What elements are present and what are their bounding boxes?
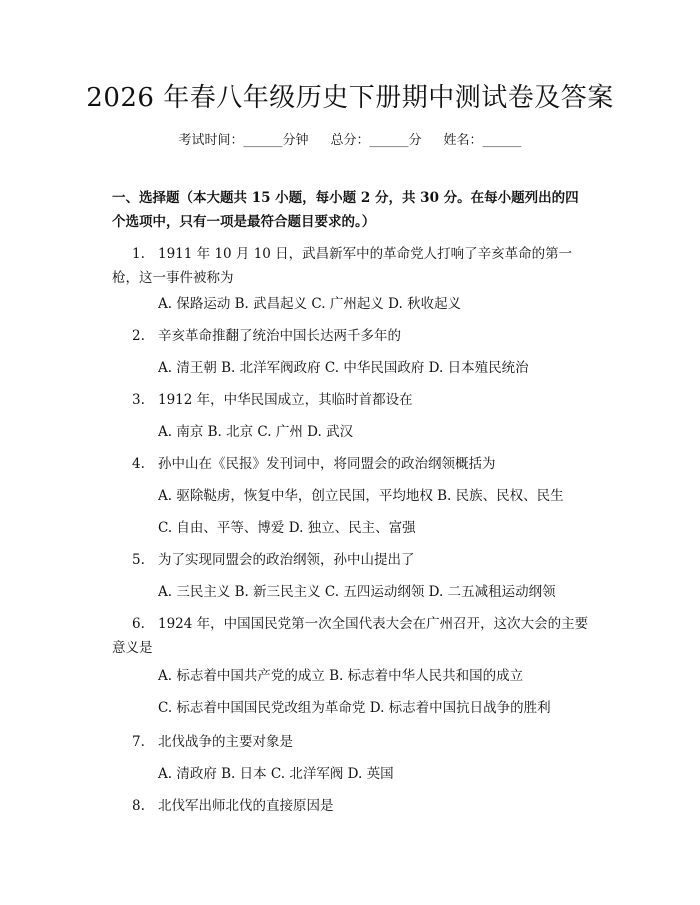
question-4-options-line-2: C. 自由、平等、博爱 D. 独立、民主、富强: [158, 520, 416, 536]
question-number: 6.: [132, 616, 145, 632]
question-stem: 1912 年，中华民国成立，其临时首都设在: [158, 392, 413, 408]
question-number: 8.: [132, 798, 145, 814]
question-number: 3.: [132, 392, 145, 408]
question-number: 1.: [132, 246, 145, 262]
question-1: [112, 242, 592, 290]
question-8: [112, 794, 592, 818]
question-stem: 1911 年 10 月 10 日，武昌新军中的革命党人打响了辛亥革命的第一枪，这一事件被称为: [112, 246, 573, 286]
question-stem: 北伐战争的主要对象是: [158, 734, 293, 750]
question-6: [112, 612, 592, 660]
question-1-options: A. 保路运动 B. 武昌起义 C. 广州起义 D. 秋收起义: [158, 296, 462, 312]
question-number: 7.: [132, 734, 145, 750]
exam-info-line: [0, 130, 700, 152]
section-heading: 一、选择题（本大题共 15 小题，每小题 2 分，共 30 分。在每小题列出的四个选项中，只有一项是最符合题目要求的。）: [112, 190, 579, 230]
question-2-options: A. 清王朝 B. 北洋军阀政府 C. 中华民国政府 D. 日本殖民统治: [158, 360, 529, 376]
page-title: 2026 年春八年级历史下册期中测试卷及答案: [86, 83, 614, 113]
question-3: [112, 388, 592, 412]
question-stem: 北伐军出师北伐的直接原因是: [158, 798, 334, 814]
total-score-field: 总分：______分: [330, 133, 422, 148]
question-4: [112, 452, 592, 476]
question-stem: 为了实现同盟会的政治纲领，孙中山提出了: [158, 552, 415, 568]
question-7: [112, 730, 592, 754]
question-number: 5.: [132, 552, 145, 568]
question-5: [112, 548, 592, 572]
exam-time-field: 考试时间：______分钟: [178, 133, 309, 148]
question-stem: 辛亥革命推翻了统治中国长达两千多年的: [158, 328, 401, 344]
question-number: 2.: [132, 328, 145, 344]
question-number: 4.: [132, 456, 145, 472]
question-4-options-line-1: A. 驱除鞑虏，恢复中华，创立民国，平均地权 B. 民族、民权、民生: [158, 488, 564, 504]
question-2: [112, 324, 592, 348]
question-stem: 1924 年，中国国民党第一次全国代表大会在广州召开，这次大会的主要意义是: [112, 616, 589, 656]
question-7-options: A. 清政府 B. 日本 C. 北洋军阀 D. 英国: [158, 766, 394, 782]
student-name-field: 姓名：______: [443, 133, 522, 148]
question-stem: 孙中山在《民报》发刊词中，将同盟会的政治纲领概括为: [158, 456, 496, 472]
question-6-options-line-1: A. 标志着中国共产党的成立 B. 标志着中华人民共和国的成立: [158, 668, 524, 684]
question-3-options: A. 南京 B. 北京 C. 广州 D. 武汉: [158, 424, 354, 440]
question-5-options: A. 三民主义 B. 新三民主义 C. 五四运动纲领 D. 二五减租运动纲领: [158, 584, 556, 600]
question-6-options-line-2: C. 标志着中国国民党改组为革命党 D. 标志着中国抗日战争的胜利: [158, 700, 551, 716]
